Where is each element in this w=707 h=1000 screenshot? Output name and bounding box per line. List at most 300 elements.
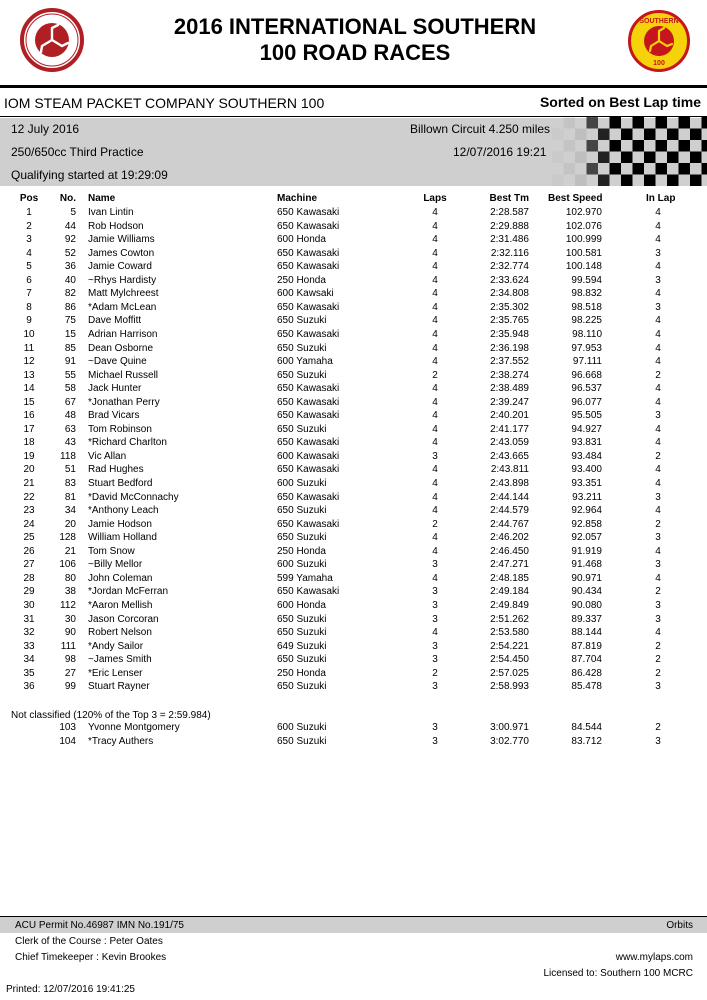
- cell-in-lap: 2: [655, 450, 661, 462]
- session-datetime: 12/07/2016 19:21: [453, 145, 547, 159]
- cell-name: Dave Moffitt: [88, 315, 142, 327]
- cell-in-lap: 3: [655, 301, 661, 313]
- cell-laps: 3: [432, 681, 438, 693]
- cell-name: Robert Nelson: [88, 627, 152, 639]
- cell-pos: 16: [23, 410, 35, 422]
- cell-name: *Tracy Authers: [88, 735, 154, 747]
- not-classified-label: Not classified (120% of the Top 3 = 2:59.984): [11, 710, 211, 721]
- cell-laps: 2: [432, 369, 438, 381]
- checkered-flag-graphic: [552, 117, 707, 186]
- cell-in-lap: 4: [655, 207, 661, 218]
- cell-machine: 600 Kawsaki: [277, 288, 334, 300]
- cell-best-speed: 97.953: [571, 342, 602, 354]
- cell-best-speed: 89.337: [571, 613, 602, 625]
- cell-best-speed: 96.537: [571, 383, 602, 395]
- cell-no: 86: [64, 301, 76, 313]
- cell-in-lap: 3: [655, 613, 661, 625]
- cell-laps: 4: [432, 396, 438, 408]
- table-row: [0, 450, 707, 464]
- cell-name: Jason Corcoran: [88, 613, 159, 625]
- cell-best-tm: 2:41.177: [490, 423, 529, 435]
- cell-machine: 649 Suzuki: [277, 640, 327, 652]
- cell-in-lap: 4: [655, 261, 661, 273]
- cell-laps: 4: [432, 464, 438, 476]
- cell-best-speed: 93.351: [571, 478, 602, 489]
- cell-laps: 4: [432, 288, 438, 300]
- cell-in-lap: 4: [655, 396, 661, 408]
- cell-no: 36: [64, 261, 76, 273]
- cell-best-speed: 94.927: [571, 423, 602, 435]
- cell-in-lap: 4: [655, 627, 661, 639]
- cell-best-tm: 2:28.587: [490, 207, 529, 218]
- cell-laps: 4: [432, 572, 438, 584]
- cell-laps: 4: [432, 247, 438, 259]
- table-row: [0, 545, 707, 559]
- cell-name: Yvonne Montgomery: [88, 722, 180, 733]
- cell-in-lap: 3: [655, 681, 661, 693]
- cell-no: 83: [64, 478, 76, 489]
- cell-no: 81: [64, 491, 76, 503]
- cell-no: 55: [64, 369, 76, 381]
- cell-best-speed: 84.544: [571, 722, 602, 733]
- title-line-2: 100 ROAD RACES: [259, 40, 451, 65]
- cell-pos: 28: [23, 572, 35, 584]
- cell-machine: 650 Kawasaki: [277, 220, 340, 232]
- cell-pos: 8: [26, 301, 32, 313]
- page-title: [120, 14, 590, 66]
- table-row: [0, 531, 707, 545]
- cell-no: 82: [64, 288, 76, 300]
- cell-name: Stuart Bedford: [88, 478, 153, 489]
- cell-machine: 250 Honda: [277, 545, 326, 557]
- cell-best-speed: 102.076: [565, 220, 602, 232]
- cell-name: Jamie Coward: [88, 261, 152, 273]
- cell-laps: 3: [432, 722, 438, 733]
- circuit-name: Billown Circuit 4.250 miles: [410, 122, 551, 136]
- cell-machine: 650 Kawasaki: [277, 207, 340, 218]
- cell-laps: 4: [432, 328, 438, 340]
- cell-laps: 4: [432, 342, 438, 354]
- table-row: [0, 667, 707, 681]
- cell-best-tm: 2:38.274: [490, 369, 529, 381]
- isle-of-man-steam-packet-logo: [20, 8, 84, 72]
- cell-machine: 600 Honda: [277, 599, 326, 611]
- cell-in-lap: 3: [655, 735, 661, 747]
- cell-pos: 15: [23, 396, 35, 408]
- cell-best-tm: 2:53.580: [490, 627, 529, 639]
- cell-no: 91: [64, 356, 76, 368]
- cell-in-lap: 3: [655, 274, 661, 286]
- cell-no: 43: [64, 437, 76, 449]
- cell-in-lap: 4: [655, 288, 661, 300]
- cell-machine: 650 Suzuki: [277, 735, 327, 747]
- cell-in-lap: 4: [655, 356, 661, 368]
- cell-machine: 650 Kawasaki: [277, 410, 340, 422]
- cell-no: 104: [59, 735, 76, 747]
- cell-in-lap: 4: [655, 505, 661, 517]
- cell-best-tm: 2:54.221: [490, 640, 529, 652]
- cell-best-speed: 91.919: [571, 545, 602, 557]
- cell-name: John Coleman: [88, 572, 153, 584]
- cell-best-tm: 2:47.271: [490, 559, 529, 571]
- cell-in-lap: 2: [655, 640, 661, 652]
- cell-name: Tom Snow: [88, 545, 135, 557]
- cell-best-speed: 98.225: [571, 315, 602, 327]
- event-date: 12 July 2016: [11, 122, 80, 136]
- cell-laps: 4: [432, 437, 438, 449]
- cell-name: ~James Smith: [88, 654, 152, 666]
- cell-name: Vic Allan: [88, 450, 127, 462]
- table-row: [0, 721, 707, 735]
- cell-name: Rad Hughes: [88, 464, 144, 476]
- cell-machine: 650 Kawasaki: [277, 301, 340, 313]
- table-row: [0, 247, 707, 261]
- cell-in-lap: 4: [655, 423, 661, 435]
- cell-machine: 650 Suzuki: [277, 315, 327, 327]
- cell-no: 52: [64, 247, 76, 259]
- cell-machine: 650 Kawasaki: [277, 328, 340, 340]
- cell-no: 58: [64, 383, 76, 395]
- cell-best-tm: 2:43.811: [490, 464, 529, 476]
- table-row: [0, 585, 707, 599]
- cell-machine: 600 Suzuki: [277, 478, 327, 489]
- cell-laps: 4: [432, 410, 438, 422]
- table-row: [0, 206, 707, 220]
- cell-pos: 19: [23, 450, 35, 462]
- cell-in-lap: 4: [655, 383, 661, 395]
- cell-best-speed: 92.057: [571, 532, 602, 544]
- cell-pos: 7: [26, 288, 32, 300]
- cell-in-lap: 2: [655, 369, 661, 381]
- cell-pos: 32: [23, 627, 35, 639]
- cell-laps: 3: [432, 613, 438, 625]
- cell-machine: 650 Kawasaki: [277, 586, 340, 598]
- cell-in-lap: 3: [655, 599, 661, 611]
- table-row: [0, 653, 707, 667]
- cell-pos: 14: [23, 383, 35, 395]
- cell-best-tm: 2:44.579: [490, 505, 529, 517]
- cell-machine: 650 Suzuki: [277, 613, 327, 625]
- cell-pos: 5: [26, 261, 32, 273]
- cell-best-tm: 2:38.489: [490, 383, 529, 395]
- cell-machine: 250 Honda: [277, 274, 326, 286]
- cell-laps: 4: [432, 234, 438, 246]
- cell-best-tm: 2:43.059: [490, 437, 529, 449]
- table-row: [0, 680, 707, 694]
- table-row: [0, 504, 707, 518]
- table-row: [0, 328, 707, 342]
- cell-laps: 4: [432, 207, 438, 218]
- cell-best-speed: 92.964: [571, 505, 602, 517]
- cell-in-lap: 2: [655, 586, 661, 598]
- cell-laps: 4: [432, 545, 438, 557]
- cell-best-speed: 93.211: [572, 491, 602, 503]
- table-row: [0, 396, 707, 410]
- col-in-lap: In Lap: [646, 193, 676, 204]
- cell-name: Stuart Rayner: [88, 681, 150, 693]
- southern-100-logo: [628, 10, 690, 72]
- table-row: [0, 640, 707, 654]
- cell-no: 106: [59, 559, 76, 571]
- table-row: [0, 355, 707, 369]
- cell-pos: 10: [23, 328, 35, 340]
- table-row: [0, 613, 707, 627]
- cell-no: 51: [64, 464, 76, 476]
- cell-laps: 4: [432, 274, 438, 286]
- cell-in-lap: 4: [655, 464, 661, 476]
- cell-laps: 4: [432, 220, 438, 232]
- cell-best-tm: 2:46.202: [490, 532, 529, 544]
- cell-name: William Holland: [88, 532, 157, 544]
- cell-best-speed: 85.478: [571, 681, 602, 693]
- cell-laps: 4: [432, 315, 438, 327]
- table-row: [0, 599, 707, 613]
- cell-pos: 31: [23, 613, 35, 625]
- cell-best-tm: 2:43.665: [490, 450, 529, 462]
- cell-best-speed: 95.505: [571, 410, 602, 422]
- cell-best-tm: 2:29.888: [490, 220, 529, 232]
- table-row: [0, 423, 707, 437]
- cell-in-lap: 4: [655, 437, 661, 449]
- table-row: [0, 274, 707, 288]
- cell-machine: 650 Kawasaki: [277, 247, 340, 259]
- cell-machine: 650 Suzuki: [277, 369, 327, 381]
- cell-best-tm: 2:43.898: [490, 478, 529, 489]
- cell-pos: 9: [26, 315, 32, 327]
- cell-in-lap: 2: [655, 722, 661, 733]
- cell-name: *Jonathan Perry: [88, 396, 160, 408]
- cell-pos: 27: [23, 559, 35, 571]
- table-row: [0, 220, 707, 234]
- table-row: [0, 558, 707, 572]
- cell-best-tm: 2:57.025: [490, 667, 529, 679]
- cell-machine: 650 Kawasaki: [277, 261, 340, 273]
- table-row: [0, 382, 707, 396]
- cell-in-lap: 3: [655, 247, 661, 259]
- svg-text:SOUTHERN: SOUTHERN: [639, 18, 679, 25]
- cell-no: 80: [64, 572, 76, 584]
- cell-best-tm: 2:35.765: [490, 315, 529, 327]
- cell-no: 118: [60, 450, 76, 462]
- cell-best-speed: 88.144: [571, 627, 602, 639]
- cell-name: ~Billy Mellor: [88, 559, 143, 571]
- cell-name: Jamie Williams: [88, 234, 155, 246]
- cell-pos: 23: [23, 505, 35, 517]
- cell-best-speed: 86.428: [571, 667, 602, 679]
- cell-best-tm: 2:46.450: [490, 545, 529, 557]
- table-row: [0, 572, 707, 586]
- cell-laps: 3: [432, 450, 438, 462]
- svg-text:100: 100: [653, 60, 665, 67]
- cell-no: 20: [64, 518, 76, 530]
- cell-best-speed: 91.468: [571, 559, 602, 571]
- cell-in-lap: 4: [655, 220, 661, 232]
- cell-no: 63: [64, 423, 76, 435]
- cell-machine: 650 Kawasaki: [277, 518, 340, 530]
- cell-best-speed: 100.999: [565, 234, 602, 246]
- orbits-label: Orbits: [666, 920, 693, 931]
- cell-laps: 4: [432, 423, 438, 435]
- cell-best-tm: 2:31.486: [490, 234, 529, 246]
- cell-pos: 21: [23, 478, 35, 489]
- table-row: [0, 369, 707, 383]
- cell-pos: 20: [23, 464, 35, 476]
- cell-best-tm: 2:35.302: [490, 301, 529, 313]
- table-row: [0, 260, 707, 274]
- cell-no: 128: [59, 532, 76, 544]
- cell-best-tm: 2:58.993: [490, 681, 529, 693]
- cell-name: Jamie Hodson: [88, 518, 152, 530]
- cell-pos: 26: [23, 545, 35, 557]
- cell-no: 40: [64, 274, 76, 286]
- cell-machine: 650 Suzuki: [277, 342, 327, 354]
- table-row: [0, 233, 707, 247]
- col-name: Name: [88, 193, 116, 204]
- table-row: [0, 436, 707, 450]
- cell-best-tm: 2:34.808: [490, 288, 529, 300]
- cell-best-tm: 2:51.262: [490, 613, 529, 625]
- cell-no: 103: [59, 722, 76, 733]
- cell-best-speed: 100.148: [565, 261, 602, 273]
- table-row: [0, 626, 707, 640]
- qualifying-start: Qualifying started at 19:29:09: [11, 168, 168, 182]
- cell-name: *Adam McLean: [88, 301, 157, 313]
- cell-laps: 3: [432, 559, 438, 571]
- cell-best-speed: 90.080: [571, 599, 602, 611]
- cell-laps: 4: [432, 532, 438, 544]
- event-name: IOM STEAM PACKET COMPANY SOUTHERN 100: [4, 95, 325, 111]
- chief-timekeeper: Chief Timekeeper : Kevin Brookes: [15, 952, 167, 963]
- cell-best-speed: 96.668: [571, 369, 602, 381]
- licensed-to: Licensed to: Southern 100 MCRC: [543, 968, 693, 979]
- col-no: No.: [59, 193, 76, 204]
- cell-pos: 4: [26, 247, 32, 259]
- cell-laps: 4: [432, 383, 438, 395]
- cell-name: Michael Russell: [88, 369, 159, 381]
- cell-in-lap: 2: [655, 667, 661, 679]
- table-row: [0, 477, 707, 491]
- cell-no: 38: [64, 586, 76, 598]
- cell-name: Jack Hunter: [88, 383, 142, 395]
- cell-best-tm: 2:37.552: [490, 356, 529, 368]
- cell-machine: 650 Suzuki: [277, 654, 327, 666]
- cell-name: *Andy Sailor: [88, 640, 144, 652]
- cell-name: Matt Mylchreest: [88, 288, 159, 300]
- cell-best-speed: 97.111: [572, 356, 602, 368]
- col-pos: Pos: [19, 193, 39, 204]
- cell-machine: 599 Yamaha: [277, 572, 333, 584]
- cell-best-speed: 98.110: [572, 328, 602, 340]
- cell-machine: 650 Kawasaki: [277, 491, 340, 503]
- cell-no: 67: [64, 396, 76, 408]
- cell-no: 44: [64, 220, 76, 232]
- cell-best-tm: 2:44.767: [490, 518, 529, 530]
- cell-in-lap: 4: [655, 328, 661, 340]
- cell-pos: 18: [23, 437, 35, 449]
- cell-pos: 1: [26, 207, 32, 218]
- cell-pos: 3: [26, 234, 32, 246]
- cell-pos: 17: [23, 423, 35, 435]
- cell-laps: 4: [432, 356, 438, 368]
- cell-pos: 11: [23, 342, 35, 354]
- col-laps: Laps: [423, 193, 447, 204]
- cell-laps: 4: [432, 301, 438, 313]
- table-row: [0, 735, 707, 749]
- cell-no: 111: [60, 640, 76, 652]
- session-name: 250/650cc Third Practice: [11, 145, 144, 159]
- cell-no: 92: [64, 234, 76, 246]
- cell-pos: 24: [23, 518, 35, 530]
- cell-laps: 2: [432, 518, 438, 530]
- table-row: [0, 314, 707, 328]
- cell-name: *Jordan McFerran: [88, 586, 169, 598]
- cell-machine: 600 Honda: [277, 234, 326, 246]
- cell-no: 5: [70, 207, 76, 218]
- cell-best-speed: 102.970: [565, 207, 602, 218]
- cell-laps: 4: [432, 261, 438, 273]
- cell-best-speed: 87.704: [571, 654, 602, 666]
- cell-name: ~Rhys Hardisty: [88, 274, 157, 286]
- cell-best-tm: 2:36.198: [490, 342, 529, 354]
- cell-name: *David McConnachy: [88, 491, 179, 503]
- cell-machine: 650 Kawasaki: [277, 396, 340, 408]
- clerk-of-course: Clerk of the Course : Peter Oates: [15, 936, 163, 947]
- cell-best-tm: 3:00.971: [490, 722, 529, 733]
- cell-laps: 4: [432, 505, 438, 517]
- cell-machine: 600 Suzuki: [277, 559, 327, 571]
- cell-name: Dean Osborne: [88, 342, 154, 354]
- cell-no: 48: [64, 410, 76, 422]
- cell-laps: 3: [432, 599, 438, 611]
- cell-in-lap: 4: [655, 315, 661, 327]
- cell-no: 90: [64, 627, 76, 639]
- cell-in-lap: 3: [655, 559, 661, 571]
- website-link[interactable]: www.mylaps.com: [615, 952, 693, 963]
- cell-best-tm: 2:44.144: [490, 491, 529, 503]
- cell-best-tm: 3:02.770: [490, 735, 529, 747]
- table-row: [0, 409, 707, 423]
- cell-name: *Aaron Mellish: [88, 599, 153, 611]
- cell-in-lap: 4: [655, 234, 661, 246]
- cell-pos: 22: [23, 491, 35, 503]
- cell-machine: 600 Yamaha: [277, 356, 333, 368]
- cell-laps: 3: [432, 586, 438, 598]
- cell-no: 98: [64, 654, 76, 666]
- cell-machine: 650 Kawasaki: [277, 464, 340, 476]
- cell-laps: 4: [432, 627, 438, 639]
- table-row: [0, 342, 707, 356]
- cell-laps: 3: [432, 640, 438, 652]
- cell-best-tm: 2:48.185: [490, 572, 529, 584]
- printed-timestamp: Printed: 12/07/2016 19:41:25: [6, 984, 135, 995]
- cell-in-lap: 4: [655, 545, 661, 557]
- cell-name: Tom Robinson: [88, 423, 152, 435]
- cell-laps: 3: [432, 654, 438, 666]
- cell-best-speed: 96.077: [571, 396, 602, 408]
- cell-no: 85: [64, 342, 76, 354]
- cell-best-speed: 90.434: [571, 586, 602, 598]
- cell-name: Adrian Harrison: [88, 328, 158, 340]
- col-machine: Machine: [277, 193, 318, 204]
- cell-best-tm: 2:49.184: [490, 586, 529, 598]
- cell-best-tm: 2:32.116: [490, 247, 529, 259]
- cell-in-lap: 3: [655, 532, 661, 544]
- cell-laps: 3: [432, 735, 438, 747]
- cell-no: 27: [64, 667, 76, 679]
- cell-name: Rob Hodson: [88, 220, 144, 232]
- cell-no: 99: [64, 681, 76, 693]
- cell-pos: 6: [26, 274, 32, 286]
